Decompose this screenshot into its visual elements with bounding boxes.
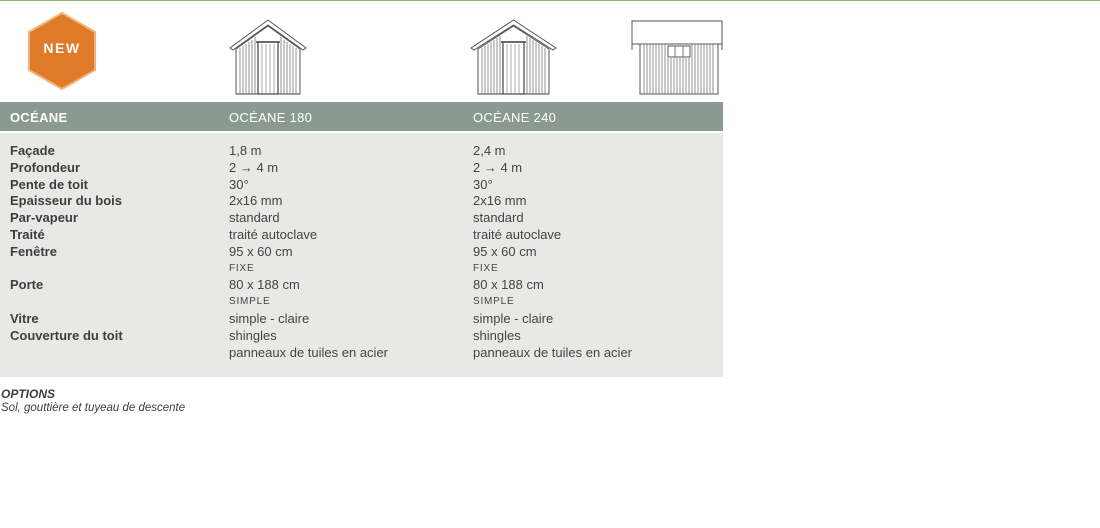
spec-value-couverture-alt: panneaux de tuiles en acier [473, 344, 633, 360]
spec-values-oceane-180 [229, 143, 388, 361]
spec-value-fenetre: 95 x 60 cm [229, 243, 293, 259]
spec-value-epaisseur: 2x16 mm [473, 193, 527, 209]
spec-value-pente: 30° [229, 176, 249, 192]
spec-value-traite: traité autoclave [229, 226, 318, 242]
spec-label-profondeur: Profondeur [10, 159, 81, 175]
spec-values-oceane-240 [473, 143, 632, 361]
spec-label-par-vapeur: Par-vapeur [10, 210, 78, 226]
spec-value-vitre: simple - claire [473, 310, 554, 326]
header-oceane-180: OCÉANE 180 [229, 110, 313, 125]
spec-label-fenetre: Fenêtre [10, 243, 57, 259]
spec-value-porte: 80 x 188 cm [473, 277, 544, 293]
spacer [10, 294, 123, 311]
spec-label-traite: Traité [10, 226, 45, 242]
spec-value-profondeur: 2 → 4 m [473, 159, 523, 175]
header-model-name: OCÉANE [10, 110, 68, 125]
new-badge-label: NEW [43, 40, 81, 56]
spec-label-vitre: Vitre [10, 310, 39, 326]
spec-label-couverture: Couverture du toit [10, 327, 123, 343]
spec-value-pente: 30° [473, 176, 493, 192]
specifications-table [0, 133, 723, 377]
spec-value-couverture-alt: panneaux de tuiles en acier [229, 344, 389, 360]
spec-labels-column [10, 143, 123, 345]
spec-label-pente: Pente de toit [10, 176, 89, 192]
shed-side-view-icon [630, 18, 724, 95]
spec-label-epaisseur: Epaisseur du bois [10, 193, 122, 209]
table-header-bar [0, 102, 723, 131]
spec-value-porte: 80 x 188 cm [229, 277, 300, 293]
spacer [10, 261, 123, 278]
spec-value-fenetre: 95 x 60 cm [473, 243, 537, 259]
spec-label-facade: Façade [10, 143, 55, 158]
shed-180-front-icon [228, 18, 308, 95]
top-divider-line [0, 0, 1100, 1]
spec-value-couverture: shingles [473, 327, 521, 343]
options-title: OPTIONS [1, 387, 56, 401]
spec-value-par-vapeur: standard [473, 210, 524, 226]
spec-value-couverture: shingles [229, 327, 277, 343]
spec-value-porte-type: SIMPLE [473, 296, 515, 308]
spec-value-porte-type: SIMPLE [229, 296, 271, 308]
spec-value-facade: 1,8 m [229, 143, 262, 158]
spec-value-profondeur: 2 → 4 m [229, 159, 279, 175]
spec-value-par-vapeur: standard [229, 210, 280, 226]
spec-value-traite: traité autoclave [473, 226, 562, 242]
header-oceane-240: OCÉANE 240 [473, 110, 557, 125]
spec-value-epaisseur: 2x16 mm [229, 193, 283, 209]
spec-value-vitre: simple - claire [229, 310, 310, 326]
spec-value-facade: 2,4 m [473, 143, 506, 158]
shed-240-front-icon [469, 18, 558, 95]
spec-label-porte: Porte [10, 277, 44, 293]
options-text: Sol, gouttière et tuyeau de descente [1, 402, 186, 414]
spec-value-fenetre-type: FIXE [473, 262, 499, 274]
spec-value-fenetre-type: FIXE [229, 262, 255, 274]
